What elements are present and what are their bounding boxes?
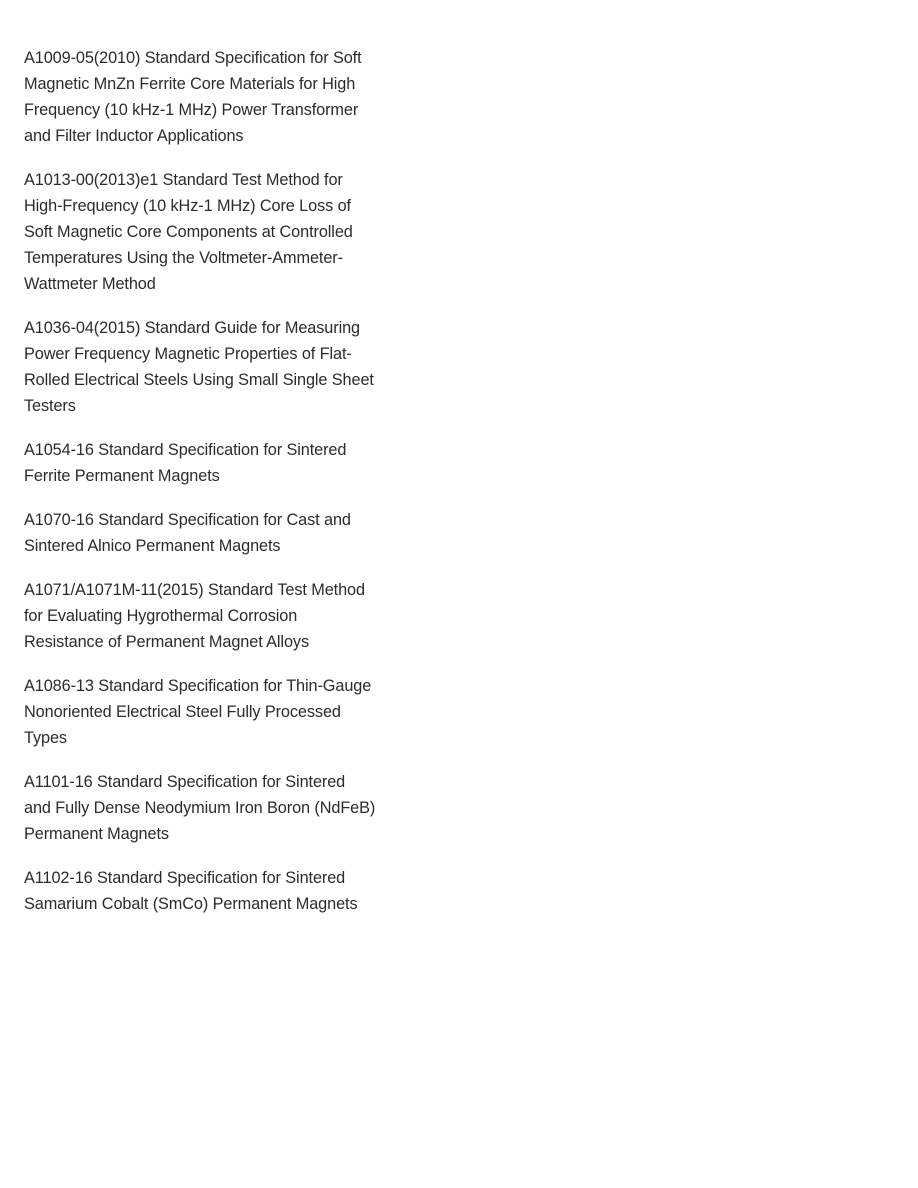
entry-line: Rolled Electrical Steels Using Small Single Sheet <box>24 371 374 389</box>
entry-line: Wattmeter Method <box>24 275 156 293</box>
entry-line: Soft Magnetic Core Components at Controlled <box>24 223 353 241</box>
entry-line: and Fully Dense Neodymium Iron Boron (NdFeB) <box>24 799 376 817</box>
entry-line: A1013-00(2013)e1 Standard Test Method for <box>24 171 343 189</box>
entry-line: Power Frequency Magnetic Properties of Flat- <box>24 345 352 363</box>
standard-entry-a1102 <box>24 865 396 917</box>
standard-entry-a1036 <box>24 315 396 419</box>
entry-line: Resistance of Permanent Magnet Alloys <box>24 633 309 651</box>
standard-entry-a1013 <box>24 167 396 297</box>
standards-list <box>24 45 396 935</box>
entry-line: A1071/A1071M-11(2015) Standard Test Method <box>24 581 365 599</box>
entry-line: Temperatures Using the Voltmeter-Ammeter- <box>24 249 343 267</box>
standard-entry-a1086 <box>24 673 396 751</box>
standard-entry-a1070 <box>24 507 396 559</box>
entry-line: A1054-16 Standard Specification for Sintered <box>24 441 347 459</box>
entry-line: Ferrite Permanent Magnets <box>24 467 220 485</box>
entry-line: Frequency (10 kHz-1 MHz) Power Transformer <box>24 101 359 119</box>
standard-entry-a1101 <box>24 769 396 847</box>
entry-line: A1086-13 Standard Specification for Thin-Gauge <box>24 677 372 695</box>
standard-entry-a1071 <box>24 577 396 655</box>
entry-line: A1009-05(2010) Standard Specification for Soft <box>24 49 362 67</box>
standard-entry-a1054 <box>24 437 396 489</box>
entry-line: Testers <box>24 397 76 415</box>
entry-line: Magnetic MnZn Ferrite Core Materials for High <box>24 75 356 93</box>
entry-line: for Evaluating Hygrothermal Corrosion <box>24 607 298 625</box>
entry-line: Sintered Alnico Permanent Magnets <box>24 537 281 555</box>
entry-line: A1101-16 Standard Specification for Sintered <box>24 773 346 791</box>
entry-line: A1102-16 Standard Specification for Sintered <box>24 869 346 887</box>
entry-line: High-Frequency (10 kHz-1 MHz) Core Loss of <box>24 197 351 215</box>
entry-line: and Filter Inductor Applications <box>24 127 244 145</box>
entry-line: Types <box>24 729 67 747</box>
entry-line: A1036-04(2015) Standard Guide for Measuring <box>24 319 361 337</box>
entry-line: Permanent Magnets <box>24 825 169 843</box>
standard-entry-a1009 <box>24 45 396 149</box>
entry-line: Samarium Cobalt (SmCo) Permanent Magnets <box>24 895 358 913</box>
entry-line: Nonoriented Electrical Steel Fully Processed <box>24 703 341 721</box>
entry-line: A1070-16 Standard Specification for Cast and <box>24 511 351 529</box>
